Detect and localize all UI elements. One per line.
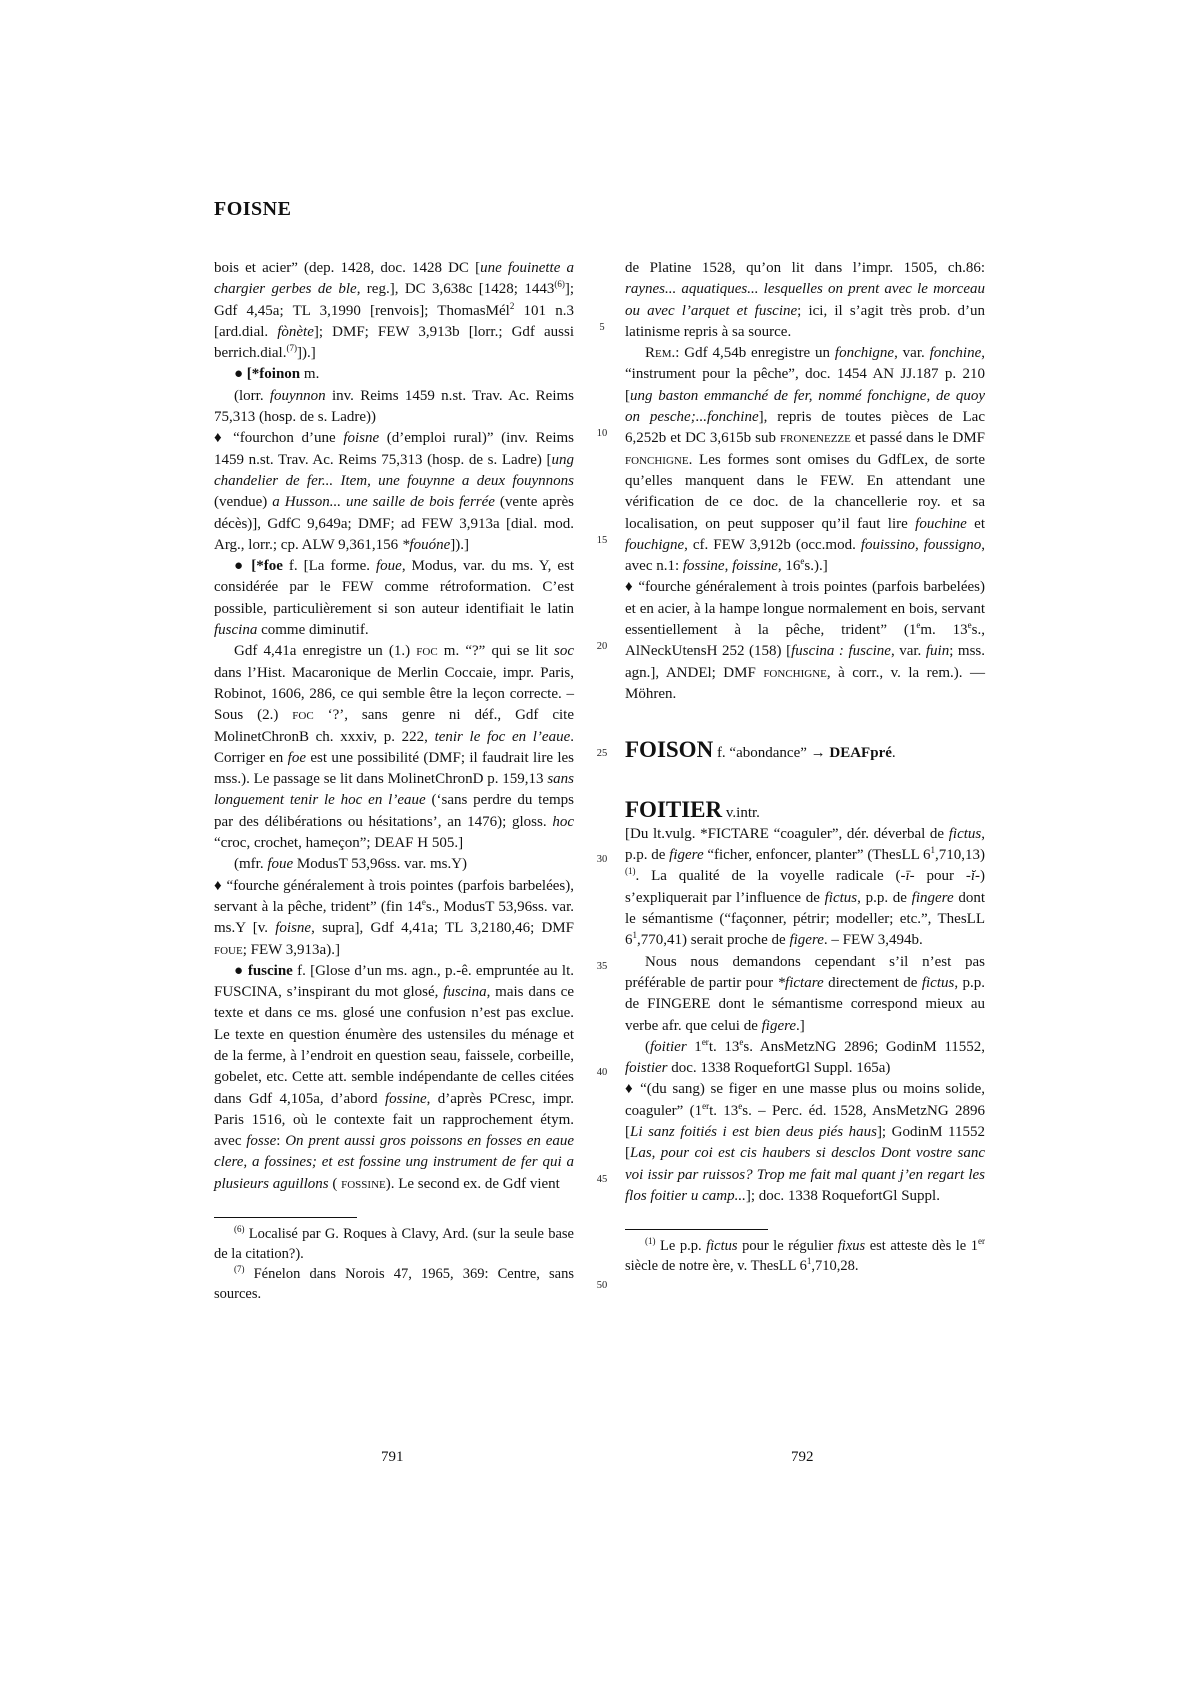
line-number: 45 [596, 1174, 608, 1185]
footnote-rule [625, 1229, 768, 1230]
text-run: foue [214, 941, 243, 958]
text-run: Las, pour coi est cis haubers si desclos Dont vostre sanc voi issir par ruissos? Trop me fait mal quant j’en regart les flos foitier u camp... [625, 1145, 985, 1204]
headword: FOITIER [625, 796, 723, 822]
text-run: ♦ “(du sang) se figer en une masse plus ou moins solide, coaguler” (1 [625, 1081, 985, 1119]
paragraph [214, 258, 574, 364]
text-run: . La qualité de la voyelle radicale (- [635, 868, 906, 885]
line-number: 15 [596, 535, 608, 546]
text-run: ], repris de toutes pièces de Lac 6,252b et DC 3,615b sub [625, 409, 985, 447]
text-run: er [978, 1236, 985, 1247]
text-run: m. “?” qui se lit [437, 643, 554, 660]
text-run: (6) [234, 1224, 245, 1235]
text-run: *fictare [777, 974, 824, 991]
text-run: ; ici, il s’agit très prob. d’un latinisme repris à sa source. [625, 302, 986, 340]
text-run: , p.p. de FINGERE dont le sémantisme correspond mieux au verbe afr. que celui de [625, 974, 985, 1034]
text-run: e [738, 1100, 743, 1111]
text-run: foc [416, 643, 438, 660]
paragraph [625, 952, 985, 1037]
text-run: et passé dans le DMF [850, 430, 985, 447]
text-run: ● [*foinon [234, 366, 301, 383]
text-run: Li sanz foitiés i est bien deus piés haus [630, 1123, 877, 1140]
text-run: fronenezze [779, 430, 851, 447]
definition [214, 876, 574, 961]
text-run: , var. [890, 643, 926, 660]
text-run: ]; DMF; FEW 3,913b [lorr.; Gdf aussi berrich.dial. [214, 323, 574, 362]
text-run: , [724, 558, 733, 575]
text-run: ]).] [296, 345, 316, 362]
text-run: ĭ [970, 868, 975, 885]
text-run: “ficher, enfoncer, planter” (ThesLL 6 [703, 847, 931, 864]
text-run: : [276, 1133, 286, 1150]
text-run: foissine [732, 558, 778, 575]
footnote [214, 1264, 574, 1304]
text-run: ,710,13) [935, 847, 985, 864]
headword-entry [625, 739, 985, 764]
text-run: (7) [286, 343, 297, 354]
text-run: , p.p. de [857, 889, 912, 906]
page-number-right: 792 [791, 1449, 814, 1465]
text-run: f. [Glose d’un ms. agn., p.-ê. empruntée au lt. FUSCINA, s’inspirant du mot glosé, [214, 962, 574, 1001]
text-run: fouchine [915, 515, 967, 532]
text-run: a Husson... une saille de bois ferrée [272, 494, 495, 511]
text-run: foitier [650, 1038, 687, 1055]
text-run: fonchigne [763, 664, 827, 681]
text-run: . Les formes sont omises du GdfLex, de sorte qu’elles manquent dans le FEW. En attendant une vérification de ce doc. de la chancellerie roy. et sa localisation, on peut supposer qu’il faut lire [625, 451, 985, 532]
text-run: -) s’expliquerait par l’influence de [625, 868, 985, 906]
text-run: fingere [911, 889, 954, 906]
text-run: Le p.p. [655, 1238, 707, 1255]
text-run: (1) [625, 866, 636, 877]
text-run: . – FEW 3,494b. [823, 932, 923, 949]
text-run: er [702, 1100, 710, 1111]
text-run: sans longuement tenir le hoc en l’eaue [214, 771, 574, 809]
text-run: ]; GodinM 11552 [ [625, 1123, 985, 1162]
text-run: ung chandelier de fer... Item, une fouynne a deux fouynnons [214, 451, 574, 489]
text-run: s. AnsMetz [743, 1038, 815, 1055]
definition [214, 428, 574, 556]
text-run: , avec n.1: [625, 536, 985, 575]
text-run: (mfr. [234, 856, 268, 873]
text-run: ]).] [450, 536, 469, 553]
text-run: ♦ “fourche généralement à trois pointes (parfois barbelées), servant à la pêche, trident” (fin 14 [214, 877, 574, 915]
text-run: foc [292, 707, 314, 724]
text-run: est une possibilité (DMF; il faudrait lire les mss.). Le passage se lit dans MolinetChronD p. 159,13 [214, 749, 574, 788]
line-number: 10 [596, 428, 608, 439]
text-run: e [916, 620, 921, 631]
text-run: fonchigne [834, 345, 895, 362]
line-number: 5 [599, 322, 605, 333]
text-run: Fénelon dans Norois 47, 1965, 369: Centre, sans sources. [214, 1266, 574, 1303]
footnote [214, 1224, 574, 1264]
text-run: NG [814, 1038, 837, 1055]
text-run: ( [328, 1175, 342, 1192]
text-run: de Platine 1528, qu’on lit dans l’impr. 1505, ch.86: [625, 260, 985, 276]
text-run: , cf. FEW 3,912b (occ.mod. [684, 536, 861, 553]
subentry-heading [214, 364, 574, 385]
text-run: figere [669, 847, 704, 864]
text-run: (lorr. [234, 387, 270, 404]
text-run: e [800, 556, 805, 567]
text-run: ]; Gdf 4,45a; TL 3,1990 [renvois]; ThomasMél [214, 281, 575, 319]
forms-line [214, 386, 574, 429]
text-run: fonchigne [625, 451, 689, 468]
text-run: t. 13 [709, 1102, 739, 1119]
text-run: , mais dans ce texte et dans ce ms. glosé une confusion n’est pas exclue. Le texte en question énumère des ustensiles du ménage et de la ferme, à l’endroit en question seau, faissele, corbeille, gobelet, etc. Cette att. semble indépendante de celles citées dans Gdf 4,105a, d’abord [214, 984, 574, 1107]
text-run: , à corr., v. la rem.). — Möhren. [625, 664, 985, 702]
headword-entry [625, 796, 985, 824]
definition [625, 1079, 985, 1207]
page-number-left: 791 [381, 1449, 404, 1465]
text-run: dans l’Hist. Macaronique de Merlin Coccaie, impr. Paris, Robinot, 1606, 286, ce qui semble être la leçon correcte. – Sous (2.) [214, 664, 574, 724]
text-run: 1 [686, 1038, 702, 1055]
forms-line [625, 1037, 985, 1080]
text-run: fossine [384, 1090, 427, 1107]
text-run: s., AlNeckUtensH 252 (158) [ [625, 622, 985, 660]
subentry-heading [214, 961, 574, 1195]
text-run: et [966, 515, 985, 532]
text-run: f. [La forme. [282, 558, 376, 575]
text-run: ,710,28. [811, 1258, 859, 1275]
text-run: Nous nous demandons cependant s’il n’est pas préférable de partir pour [625, 953, 985, 991]
text-run: [Du lt.vulg. *FICTARE “coaguler”, dér. déverbal de [625, 825, 949, 842]
text-run: doc. 1338 RoquefortGl Suppl. 165a) [667, 1060, 891, 1077]
text-run: , 16 [777, 558, 801, 575]
text-run: 2896 [ [625, 1102, 986, 1140]
text-run: ; mss. agn.], ANDEl; DMF [625, 643, 985, 681]
line-number: 30 [596, 854, 608, 865]
text-run: fuscina : fuscine [791, 643, 891, 660]
text-run: *fouóne [401, 536, 451, 553]
text-run: comme diminutif. [257, 622, 369, 639]
text-run: tenir le foc en l’eaue [434, 728, 571, 745]
text-run: 101 n.3 [ard.dial. [214, 302, 575, 340]
text-run: figere [761, 1017, 797, 1034]
text-run: 2896; GodinM 11552, [836, 1038, 986, 1055]
text-run: (‘sans perdre du temps par des délibérations ou hésitations’, an 1476); gloss. [214, 792, 574, 830]
text-run: - pour - [909, 868, 971, 885]
paragraph [625, 258, 985, 343]
line-number: 35 [596, 961, 608, 972]
text-run: fònète [277, 323, 314, 340]
text-run: s., ModusT 53,96ss. var. ms.Y [v. [214, 898, 574, 937]
text-run: (d’emploi rural)” (inv. Reims 1459 n.st. Trav. Ac. Reims 75,313 (hosp. de s. Ladre) [ [214, 430, 574, 468]
running-head: FOISNE [214, 198, 292, 220]
paragraph [214, 641, 574, 854]
text-run: : Gdf 4,54b enregistre un [675, 345, 835, 362]
cross-reference-link[interactable]: DEAFpré [829, 745, 892, 762]
text-run: fictus [948, 825, 982, 842]
text-run: raynes... aquatiques... lesquelles on prent avec le morceau ou avec l’arquet et fuscine [625, 281, 985, 319]
text-run: NG [927, 1102, 949, 1119]
line-number: 25 [596, 748, 608, 759]
text-run: ]; doc. 1338 RoquefortGl Suppl. [745, 1187, 940, 1204]
text-run: ● fuscine [234, 962, 293, 979]
text-run: dont le sémantisme (“façonner, pétrir; modeller; etc.”, ThesLL 6 [625, 889, 985, 949]
text-run: fictus [706, 1238, 738, 1255]
text-run: ; FEW 3,913a).] [242, 941, 340, 958]
text-run: ī [905, 868, 910, 885]
text-run: . Corriger en [214, 728, 574, 766]
text-run: ♦ “fourchon d’une [214, 430, 344, 447]
text-run: “croc, crochet, hameçon”; DEAF H 505.] [214, 835, 464, 852]
text-run: fouchigne [625, 536, 685, 553]
text-run: hoc [552, 813, 574, 830]
text-run: ♦ “fourche généralement à trois pointes (parfois barbelées) et en acier, à la hampe longue normalement en bois, servant essentiellement à la pêche, trident” (1 [625, 579, 985, 639]
definition [625, 577, 985, 705]
text-run: 1 [806, 1256, 812, 1267]
text-run: s.).] [804, 558, 828, 575]
text-run: Gdf 4,41a enregistre un (1.) [234, 643, 417, 660]
text-run: foisne [343, 430, 380, 447]
text-run: , reg.], DC 3,638c [1428; 1443 [356, 281, 555, 298]
text-run: fossine [341, 1175, 386, 1192]
text-run: bois et acier” (dep. 1428, doc. 1428 DC [ [214, 260, 481, 276]
text-run: , supra], Gdf 4,41a; TL 3,2180,46; DMF [311, 920, 574, 937]
text-run: m. [300, 366, 320, 383]
text-run: e [739, 1036, 744, 1047]
text-run: ,770,41) serait proche de [637, 932, 790, 949]
text-run: fuscina [443, 984, 487, 1001]
line-number: 50 [596, 1280, 608, 1291]
text-run: directement de [823, 974, 922, 991]
text-run: , Modus, var. du ms. Y, est considérée par le FEW comme rétroformation. C’est possible, particulièrement si son auteur identifiait le latin [214, 558, 574, 617]
footnote [625, 1236, 985, 1276]
text-run: .] [796, 1017, 805, 1034]
text-run: 1 [632, 930, 637, 941]
text-run: er [701, 1036, 709, 1047]
text-run: une fouinette a chargier gerbes de ble [214, 260, 574, 298]
text-run: fouissino [860, 536, 915, 553]
text-run: , [915, 536, 924, 553]
text-run: e [967, 620, 972, 631]
text-run: fuin [925, 643, 950, 660]
text-run: foue [267, 856, 294, 873]
left-column [214, 258, 574, 1304]
text-run: ( [645, 1038, 650, 1055]
etymology [625, 824, 985, 952]
text-run: fictus [921, 974, 955, 991]
text-run: foistier [625, 1060, 668, 1077]
text-run: ModusT 53,96ss. var. ms.Y) [293, 856, 468, 873]
text-run: t. 13 [708, 1038, 740, 1055]
text-run: fuscina [214, 622, 258, 639]
text-run: foussigno [923, 536, 982, 553]
text-run: ‘?’, sans genre ni déf., Gdf cite MolinetChronB ch. xxxiv, p. 222, [214, 707, 575, 745]
text-run: (7) [234, 1264, 245, 1275]
headword: FOISON [625, 737, 714, 763]
text-run: inv. Reims 1459 n.st. Trav. Ac. Reims 75,313 (hosp. de s. Ladre)) [214, 387, 574, 426]
text-run: (vendue) [214, 494, 273, 511]
subentry-heading [214, 556, 574, 641]
text-run: pour le régulier [737, 1238, 838, 1255]
line-number: 40 [596, 1067, 608, 1078]
text-run: 2 [509, 300, 515, 311]
text-run: figere [789, 932, 824, 949]
text-run: siècle de notre ère, v. ThesLL 6 [625, 1258, 807, 1275]
text-run: fictus [824, 889, 858, 906]
text-run: (vente après décès)], GdfC 9,649a; DMF; ad FEW 3,913a [dial. mod. Arg., lorr.; cp. ALW 9,361,156 [214, 494, 575, 553]
text-run: foue [376, 558, 402, 575]
text-run: , p.p. de [625, 825, 985, 864]
text-run: Localisé par G. Roques à Clavy, Ard. (sur la seule base de la citation?). [214, 1226, 574, 1263]
text-run: m. 13 [920, 622, 968, 639]
text-run: f. “abondance” → [713, 745, 830, 762]
text-run: On prent aussi gros poissons en fosses en eaue clere, a fossines; et est fossine ung instrument de fer qui a plusieurs aguillons [214, 1133, 575, 1192]
text-run: fixus [837, 1238, 866, 1255]
text-run: fouynnon [269, 387, 326, 404]
text-run: (6) [554, 279, 565, 290]
text-run: e [421, 896, 426, 907]
footnote-rule [214, 1217, 357, 1218]
text-run: Rem. [645, 345, 676, 362]
text-run: fossine [682, 558, 725, 575]
text-run: ung baston emmanché de fer, nommé fonchigne, de quoy on pesche;...fonchine [625, 387, 985, 426]
forms-line [214, 854, 574, 875]
text-run: est atteste dès le 1 [865, 1238, 978, 1255]
text-run: fonchine [929, 345, 982, 362]
text-run: , d’après PCresc, impr. Paris 1516, où le contexte fait un rapprochement étym. avec [214, 1090, 574, 1150]
text-run: foisne [275, 920, 312, 937]
text-run: , var. [894, 345, 930, 362]
text-run: , “instrument pour la pêche”, doc. 1454 AN JJ.187 p. 210 [ [625, 345, 985, 404]
line-number: 20 [596, 641, 608, 652]
remark [625, 343, 985, 577]
text-run: 1 [930, 845, 935, 856]
text-run: . [891, 745, 896, 762]
text-run: ● [*foe [234, 558, 283, 575]
text-run: foe [287, 749, 306, 766]
text-run: soc [554, 643, 574, 660]
right-column [625, 258, 985, 1276]
text-run: v.intr. [722, 804, 760, 821]
text-run: (1) [645, 1236, 656, 1247]
text-run: s. – Perc. éd. 1528, AnsMetz [742, 1102, 928, 1119]
text-run: fosse [246, 1133, 277, 1150]
text-run: ). Le second ex. de Gdf vient [385, 1175, 560, 1192]
